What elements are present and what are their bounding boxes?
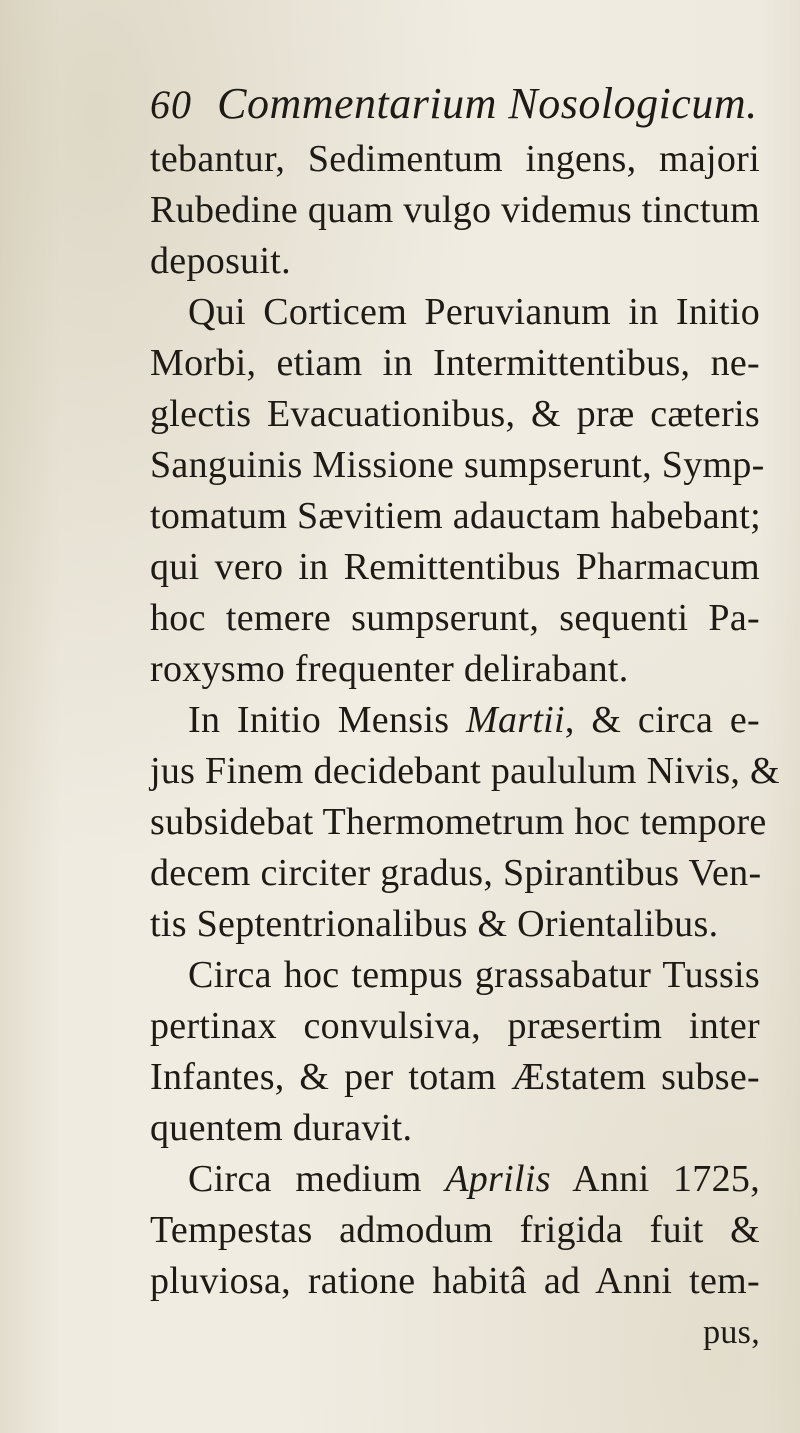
text-line: hoc temere sumpserunt, sequenti Pa- xyxy=(150,597,760,639)
text-line: Sanguinis Missione sumpserunt, Symp- xyxy=(150,444,765,486)
running-title: Commentarium Nosologicum. xyxy=(217,79,758,128)
page-header xyxy=(150,78,758,128)
paragraph-start xyxy=(150,695,760,746)
text-line: pertinax convulsiva, præsertim inter xyxy=(150,1005,760,1047)
text-segment: Circa medium xyxy=(188,1158,446,1200)
text-line: qui vero in Remittentibus Pharmacum xyxy=(150,546,760,588)
paragraph-start: Circa hoc tempus grassabatur Tussis xyxy=(188,954,760,996)
paragraph-start: Qui Corticem Peruvianum in Initio xyxy=(188,291,760,333)
text-line: quentem duravit. xyxy=(150,1107,413,1149)
body-text xyxy=(150,134,780,1358)
text-line: subsidebat Thermometrum hoc tempore xyxy=(150,801,767,843)
page-number: 60 xyxy=(150,82,192,127)
text-line: tis Septentrionalibus & Orientalibus. xyxy=(150,903,719,945)
text-line: glectis Evacuationibus, & præ cæteris xyxy=(150,393,760,435)
paragraph-start xyxy=(150,1154,760,1205)
text-line: tebantur, Sedimentum ingens, majori xyxy=(150,138,760,180)
text-line: Morbi, etiam in Intermittentibus, ne- xyxy=(150,342,760,384)
text-line: roxysmo frequenter delirabant. xyxy=(150,648,629,690)
month-name-martii: Martii xyxy=(465,699,565,741)
text-line: Infantes, & per totam Æstatem subse- xyxy=(150,1056,760,1098)
text-line: pluviosa, ratione habitâ ad Anni tem- xyxy=(150,1260,760,1302)
month-name-aprilis: Aprilis xyxy=(445,1158,551,1200)
text-line: Rubedine quam vulgo videmus tinctum xyxy=(150,189,760,231)
catchword: pus, xyxy=(703,1314,760,1351)
text-segment: Anni 1725, xyxy=(550,1158,760,1200)
text-segment: , & circa e- xyxy=(564,699,760,741)
text-line: jus Finem decidebant paululum Nivis, & xyxy=(150,750,780,792)
text-line: Tempestas admodum frigida fuit & xyxy=(150,1209,760,1251)
text-line: tomatum Sævitiem adauctam habebant; xyxy=(150,495,761,537)
text-segment: In Initio Mensis xyxy=(188,699,466,741)
text-line: decem circiter gradus, Spirantibus Ven- xyxy=(150,852,762,894)
text-line: deposuit. xyxy=(150,240,291,282)
